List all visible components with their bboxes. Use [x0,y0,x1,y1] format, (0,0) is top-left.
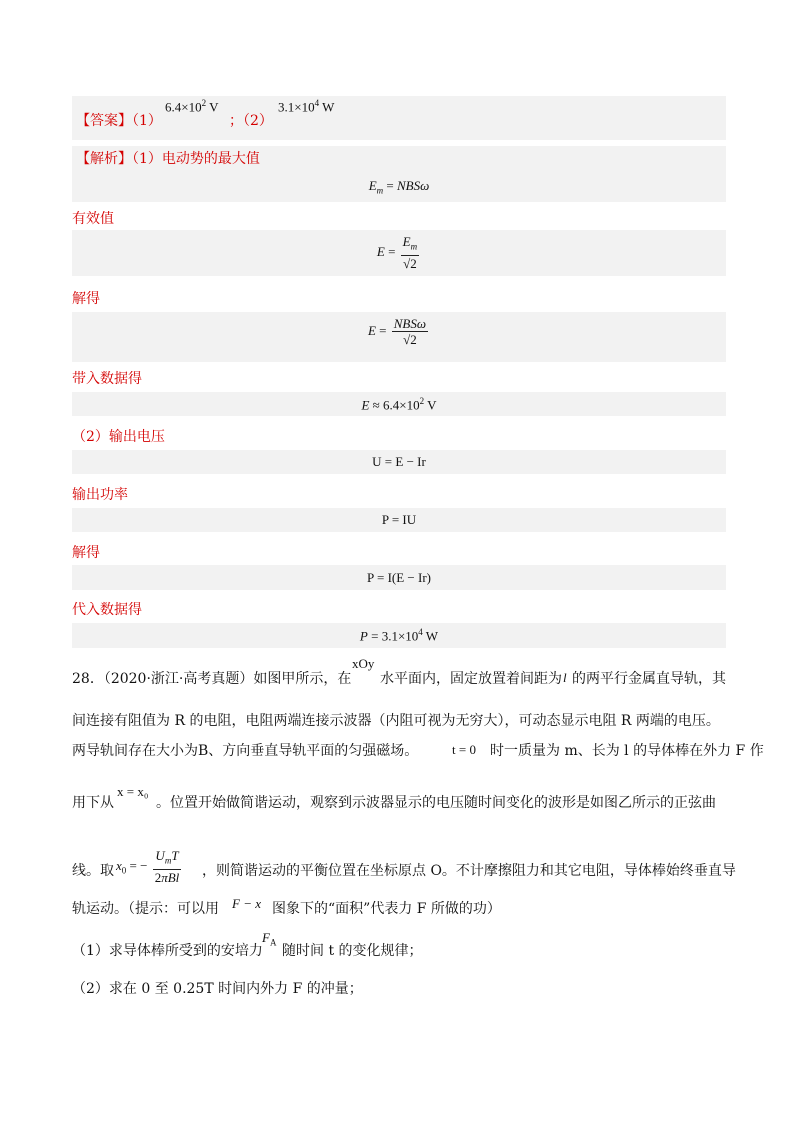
q28-sub2: （2）求在 0 至 0.25T 时间内外力 F 的冲量； [72,981,363,997]
label-solve-2: 解得 [72,545,100,561]
label-plug-2: 代入数据得 [72,602,142,618]
equation-p-value: $P = 3.1\times 10^4$ W [359,627,439,644]
q28-x-x0: x = x₀ [117,784,149,799]
equation-e-value: $E \approx 6.4\times 10^2$ V [361,396,437,413]
analysis-intro-text: （1）电动势的最大值 [132,151,260,167]
answer-part1-label: （1） [132,113,162,129]
answer-value-1: $6.4\times 10^2$ V [165,98,219,115]
equation-p-solved: P = I(E − Ir) [367,570,431,585]
label-solve-1: 解得 [72,291,100,307]
analysis-intro [76,150,260,168]
q28-line1-c: 的两平行金属直导轨，其 [572,671,726,687]
q28-line4-a: 用下从 [72,795,114,811]
label-plug-1: 带入数据得 [72,371,142,387]
equation-emax: $E_m = NBS\omega$ [368,178,430,196]
equation-effective: E = $\frac{E_m}{√2}$ [376,234,418,271]
q28-fa-sub: A [269,937,277,948]
equation-u: U = E − Ir [372,454,426,469]
q28-sub1-b: 随时间 t 的变化规律； [282,943,423,959]
q28-line1-a: 28．（2020·浙江·高考真题）如图甲所示，在 [72,671,352,687]
equation-p: P = IU [381,512,417,527]
q28-line5-b: ，则简谐运动的平衡位置在坐标原点 O。不计摩擦阻力和其它电阻，导体棒始终垂直导 [202,863,736,879]
equation-solved-e: E = $\frac{\text{NBSω}}{√2}$ [367,316,427,347]
q28-fa [262,930,276,948]
q28-line5-a: 线。取 [72,863,114,879]
q28-fx: F − x [232,896,261,911]
q28-fa-symbol: F [262,930,270,945]
label-effective: 有效值 [72,211,114,227]
q28-line2: 间连接有阻值为 R 的电阻，电阻两端连接示波器（内阻可视为无穷大），可动态显示电阻 R 两端的电压。 [72,713,720,729]
analysis-tag: 【解析】 [76,151,132,167]
answer-value-2: $3.1\times 10^4$ W [278,98,335,115]
q28-x0-formula: $x_0$ = − $\frac{U_mT}{\text{2πBl}}$ [116,848,180,885]
q28-line3-a: 两导轨间存在大小为B、方向垂直导轨平面的匀强磁场。 [72,743,419,759]
q28-sub1-a: （1）求导体棒所受到的安培力 [72,943,263,959]
answer-sep: ；（2） [229,113,273,129]
q28-line4-b: 。位置开始做简谐运动，观察到示波器显示的电压随时间变化的波形是如图乙所示的正弦曲 [156,795,716,811]
answer-tag: 【答案】 [76,113,132,129]
label-power: 输出功率 [72,487,128,503]
q28-t0: t = 0 [452,742,476,757]
q28-xoy: xOy [352,656,375,671]
q28-line3-b: 时一质量为 m、长为 l 的导体棒在外力 F 作 [490,743,764,759]
q28-line6-b: 图象下的“面积”代表力 F 所做的功） [272,901,501,917]
q28-line1-b: 水平面内，固定放置着间距为 [380,671,562,687]
q28-line6-a: 轨运动。（提示：可以用 [72,901,219,917]
label-part2: （2）输出电压 [72,429,165,445]
answer-line [76,112,162,130]
q28-l-symbol: l [563,670,567,685]
